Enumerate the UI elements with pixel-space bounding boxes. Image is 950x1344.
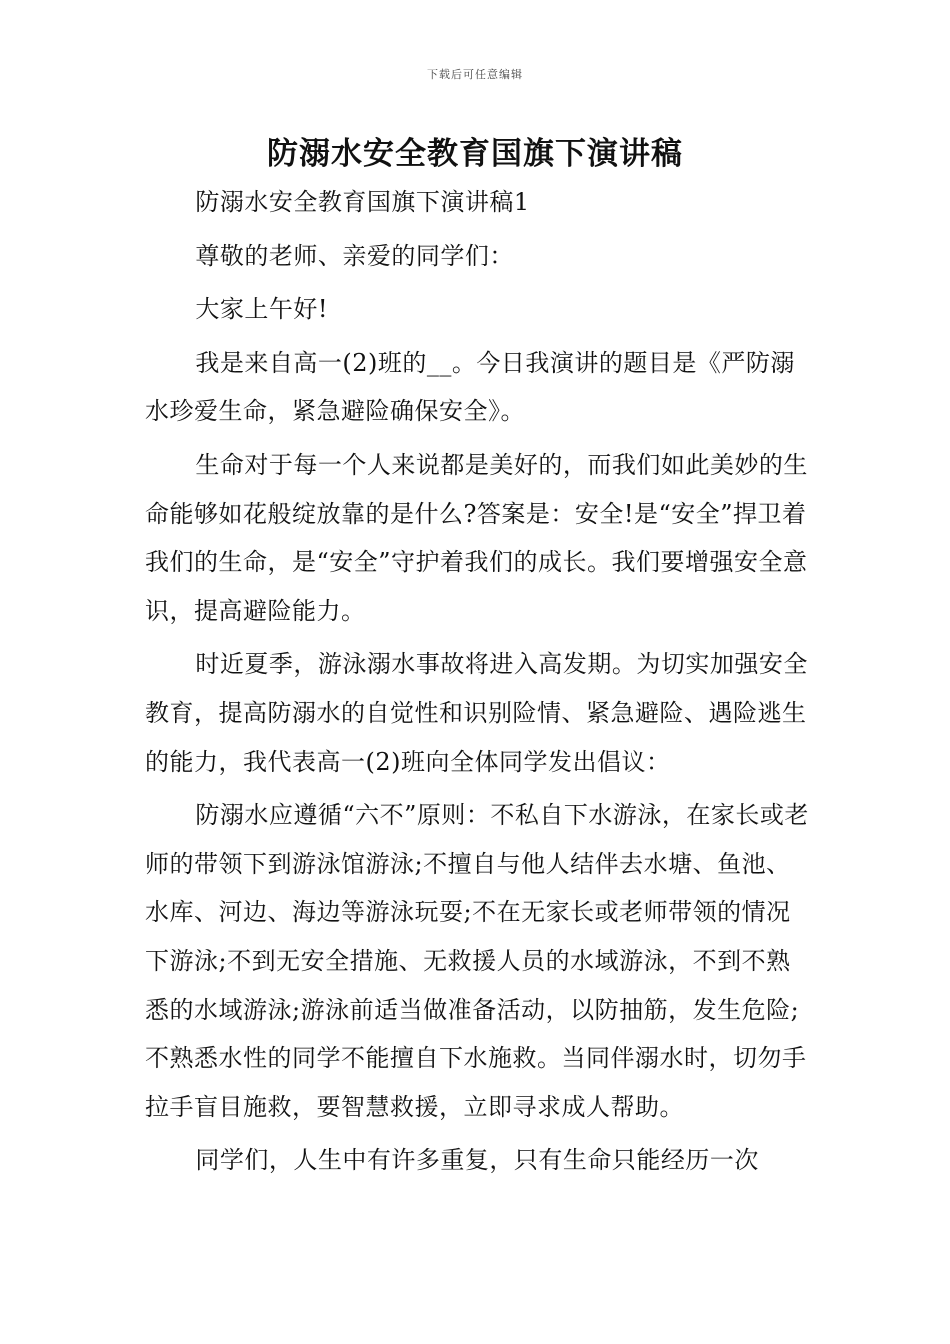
paragraph-life: 生命对于每一个人来说都是美好的，而我们如此美妙的生命能够如花般绽放靠的是什么?答案是：安全!是“安全”捍卫着我们的生命，是“安全”守护着我们的成长。我们要增强安全意识，提高避险能力。: [145, 450, 808, 625]
paragraph-closing: 同学们，人生中有许多重复，只有生命只能经历一次: [195, 1146, 759, 1175]
paragraph-subtitle: 防溺水安全教育国旗下演讲稿1: [195, 188, 530, 216]
header-note: 下载后可任意编辑: [427, 68, 523, 81]
paragraph-intro: 我是来自高一(2)班的__。今日我演讲的题目是《严防溺水珍爱生命，紧急避险确保安全》。: [145, 348, 795, 426]
paragraph-summer: 时近夏季，游泳溺水事故将进入高发期。为切实加强安全教育，提高防溺水的自觉性和识别险情、紧急避险、遇险逃生的能力，我代表高一(2)班向全体同学发出倡议：: [145, 650, 808, 776]
document-title: 防溺水安全教育国旗下演讲稿: [267, 136, 683, 172]
paragraph-greeting: 大家上午好!: [195, 295, 329, 324]
document-body: [145, 178, 810, 1185]
paragraph-salutation: 尊敬的老师、亲爱的同学们：: [195, 241, 514, 270]
paragraph-rules: 防溺水应遵循“六不”原则：不私自下水游泳，在家长或老师的带领下到游泳馆游泳;不擅自与他人结伴去水塘、鱼池、水库、河边、海边等游泳玩耍;不在无家长或老师带领的情况下游泳;不到无安全措施、无救援人员的水域游泳，不到不熟悉的水域游泳;游泳前适当做准备活动，以防抽筋，发生危险;不熟悉水性的同学不能擅自下水施救。当同伴溺水时，切勿手拉手盲目施救，要智慧救援，立即寻求成人帮助。: [145, 801, 809, 1121]
